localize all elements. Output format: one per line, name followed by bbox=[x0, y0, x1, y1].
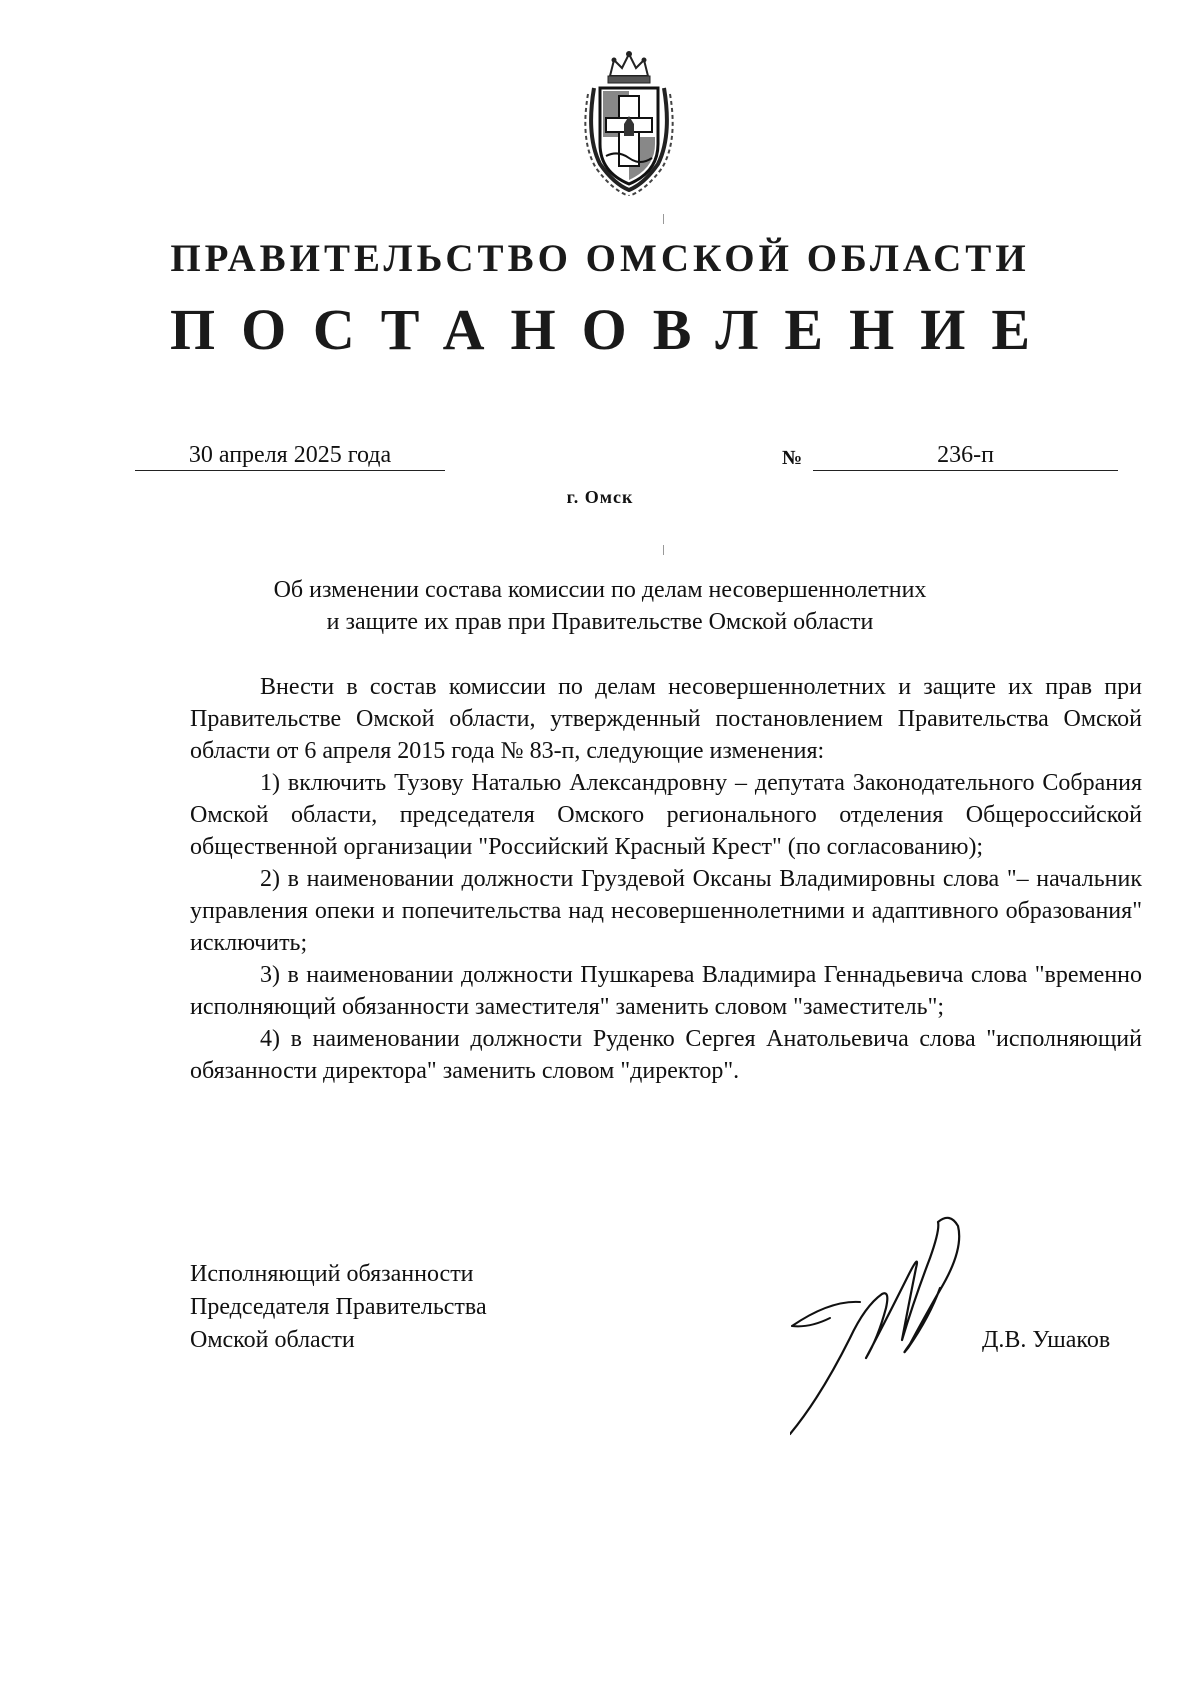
title-line-2: и защите их прав при Правительстве Омской области bbox=[326, 609, 874, 635]
signer-position-line-3: Омской области bbox=[190, 1327, 355, 1353]
body-item: 3) в наименовании должности Пушкарева Владимира Геннадьевича слова "временно исполняющий обязанности заместителя" заменить словом "заместитель"; bbox=[190, 962, 1142, 1020]
document-title bbox=[200, 574, 1000, 638]
scan-mark bbox=[663, 545, 664, 555]
signer-position-line-1: Исполняющий обязанности bbox=[190, 1261, 474, 1287]
body-item: 2) в наименовании должности Груздевой Оксаны Владимировны слова "– начальник управления опеки и попечительства над несовершеннолетними и адаптивного образования" исключить; bbox=[190, 866, 1142, 956]
city: г. Омск bbox=[566, 487, 634, 507]
organization-name: ПРАВИТЕЛЬСТВО ОМСКОЙ ОБЛАСТИ bbox=[170, 237, 1030, 280]
document-type: ПОСТАНОВЛЕНИЕ bbox=[169, 297, 1057, 362]
body-intro: Внести в состав комиссии по делам несовершеннолетних и защите их прав при Правительстве Омской области, утвержденный постановлением Правительства Омской области от 6 апреля 2015 года № 83-п, следующие изменения: bbox=[190, 674, 1142, 764]
body-item: 1) включить Тузову Наталью Александровну – депутата Законодательного Собрания Омской области, председателя Омского регионального отделения Общероссийской общественной организации "Российский Красный Крест" (по согласованию); bbox=[190, 770, 1142, 860]
number-sign: № bbox=[782, 447, 803, 469]
body-item: 4) в наименовании должности Руденко Сергея Анатольевича слова "исполняющий обязанности директора" заменить словом "директор". bbox=[190, 1026, 1142, 1084]
document-date: 30 апреля 2025 года bbox=[135, 440, 445, 471]
signer-name: Д.В. Ушаков bbox=[982, 1327, 1111, 1353]
title-line-1: Об изменении состава комиссии по делам несовершеннолетних bbox=[273, 577, 927, 603]
coat-of-arms-icon bbox=[566, 46, 692, 196]
document-body bbox=[190, 671, 1142, 1087]
signer-position bbox=[190, 1258, 487, 1357]
scan-mark bbox=[663, 214, 664, 224]
document-number: 236-п bbox=[813, 440, 1118, 471]
signer-position-line-2: Председателя Правительства bbox=[190, 1294, 487, 1320]
